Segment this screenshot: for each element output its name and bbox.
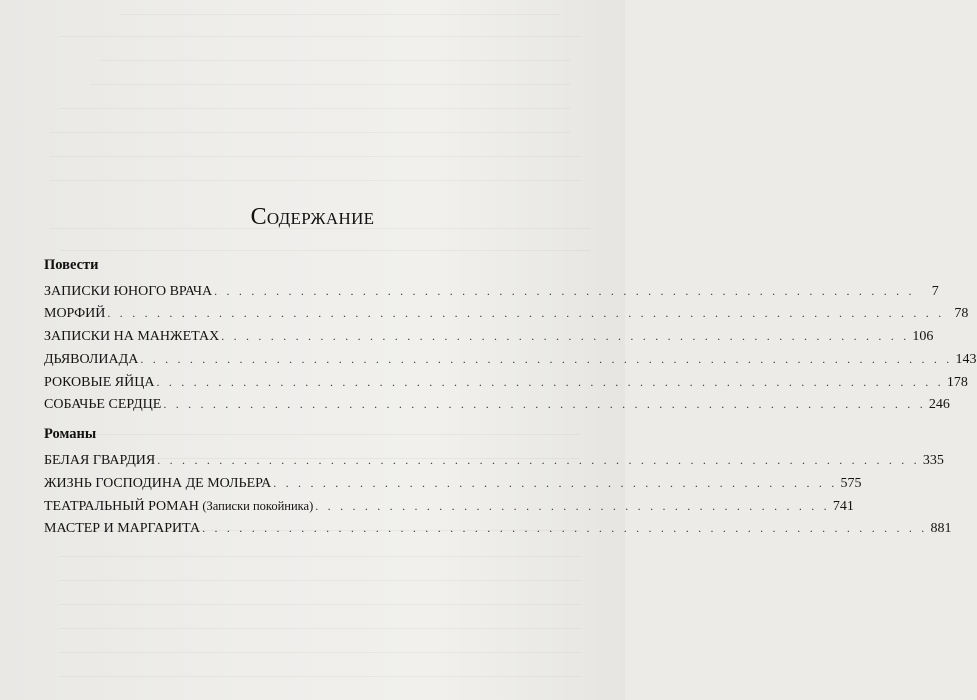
toc-entry-page: 575 bbox=[840, 476, 862, 491]
toc-entry[interactable] bbox=[44, 375, 968, 395]
toc-entry-title: ЗАПИСКИ ЮНОГО ВРАЧА bbox=[44, 284, 213, 299]
toc-entry[interactable] bbox=[44, 284, 939, 304]
toc-entry-title: МАСТЕР И МАРГАРИТА bbox=[44, 521, 201, 536]
toc-entry-title: ЗАПИСКИ НА МАНЖЕТАХ bbox=[44, 329, 220, 344]
toc-entry-title: МОРФИЙ bbox=[44, 306, 106, 321]
section-heading-povesti: Повести bbox=[44, 257, 99, 273]
page-title: Содержание bbox=[250, 204, 375, 230]
toc-dot-leader: . . . . . . . . . . . . . . . . . . . . . . . . . . . . . . . . . . . . . . . . . . . . . . . . . . . . . . . . bbox=[221, 329, 910, 343]
toc-entry-title: РОКОВЫЕ ЯЙЦА bbox=[44, 375, 155, 390]
toc-entry-page: 741 bbox=[832, 499, 854, 514]
toc-entry-title-main: ТЕАТРАЛЬНЫЙ РОМАН bbox=[44, 499, 199, 514]
toc-entry-page: 106 bbox=[912, 329, 934, 344]
toc-dot-leader: . . . . . . . . . . . . . . . . . . . . . . . . . . . . . . . . . . . . . . . . . . . . . . . . . . . . . . . . . bbox=[214, 284, 915, 298]
toc-entry-page: 7 bbox=[931, 284, 939, 299]
toc-entry-title: СОБАЧЬЕ СЕРДЦЕ bbox=[44, 397, 162, 412]
toc-dot-leader: . . . . . . . . . . . . . . . . . . . . . . . . . . . . . . . . . . . . . . . . . . . . . . bbox=[273, 476, 838, 490]
toc-entry-page: 335 bbox=[922, 453, 944, 468]
toc-entry-title bbox=[44, 499, 315, 515]
toc-dot-leader: . . . . . . . . . . . . . . . . . . . . . . . . . . . . . . . . . . . . . . . . . . . . . . . . . . . . . . . . . . . . . . . . . . bbox=[140, 352, 953, 366]
toc-dot-leader: . . . . . . . . . . . . . . . . . . . . . . . . . . . . . . . . . . . . . . . . . . bbox=[315, 499, 830, 513]
toc-entry[interactable] bbox=[44, 306, 969, 326]
toc-dot-leader: . . . . . . . . . . . . . . . . . . . . . . . . . . . . . . . . . . . . . . . . . . . . . . . . . . . . . . . . . . . bbox=[202, 521, 928, 535]
toc-dot-leader: . . . . . . . . . . . . . . . . . . . . . . . . . . . . . . . . . . . . . . . . . . . . . . . . . . . . . . . . . . . . . . bbox=[163, 397, 926, 411]
toc-entry-page: 178 bbox=[946, 375, 968, 390]
toc-entry[interactable] bbox=[44, 453, 944, 473]
toc-entry-page: 78 bbox=[954, 306, 969, 321]
toc-entry[interactable] bbox=[44, 476, 862, 496]
toc-entry[interactable] bbox=[44, 352, 977, 372]
toc-entry-page: 143 bbox=[955, 352, 977, 367]
toc-dot-leader: . . . . . . . . . . . . . . . . . . . . . . . . . . . . . . . . . . . . . . . . . . . . . . . . . . . . . . . . . . . . . . . . . . . . bbox=[107, 306, 945, 320]
toc-entry-subtitle: (Записки покойника) bbox=[202, 499, 314, 513]
toc-entry-title: БЕЛАЯ ГВАРДИЯ bbox=[44, 453, 156, 468]
toc-entry[interactable] bbox=[44, 329, 934, 349]
section-heading-romany: Романы bbox=[44, 426, 97, 442]
toc-entry-title: ЖИЗНЬ ГОСПОДИНА ДЕ МОЛЬЕРА bbox=[44, 476, 272, 491]
toc-entry[interactable] bbox=[44, 397, 950, 417]
toc-entry-page: 881 bbox=[930, 521, 952, 536]
toc-entry[interactable] bbox=[44, 499, 854, 519]
toc-entry-title: ДЬЯВОЛИАДА bbox=[44, 352, 139, 367]
toc-entry-page: 246 bbox=[928, 397, 950, 412]
toc-entry[interactable] bbox=[44, 521, 952, 541]
toc-dot-leader: . . . . . . . . . . . . . . . . . . . . . . . . . . . . . . . . . . . . . . . . . . . . . . . . . . . . . . . . . . . . . . bbox=[157, 453, 920, 467]
toc-dot-leader: . . . . . . . . . . . . . . . . . . . . . . . . . . . . . . . . . . . . . . . . . . . . . . . . . . . . . . . . . . . . . . . . bbox=[156, 375, 944, 389]
